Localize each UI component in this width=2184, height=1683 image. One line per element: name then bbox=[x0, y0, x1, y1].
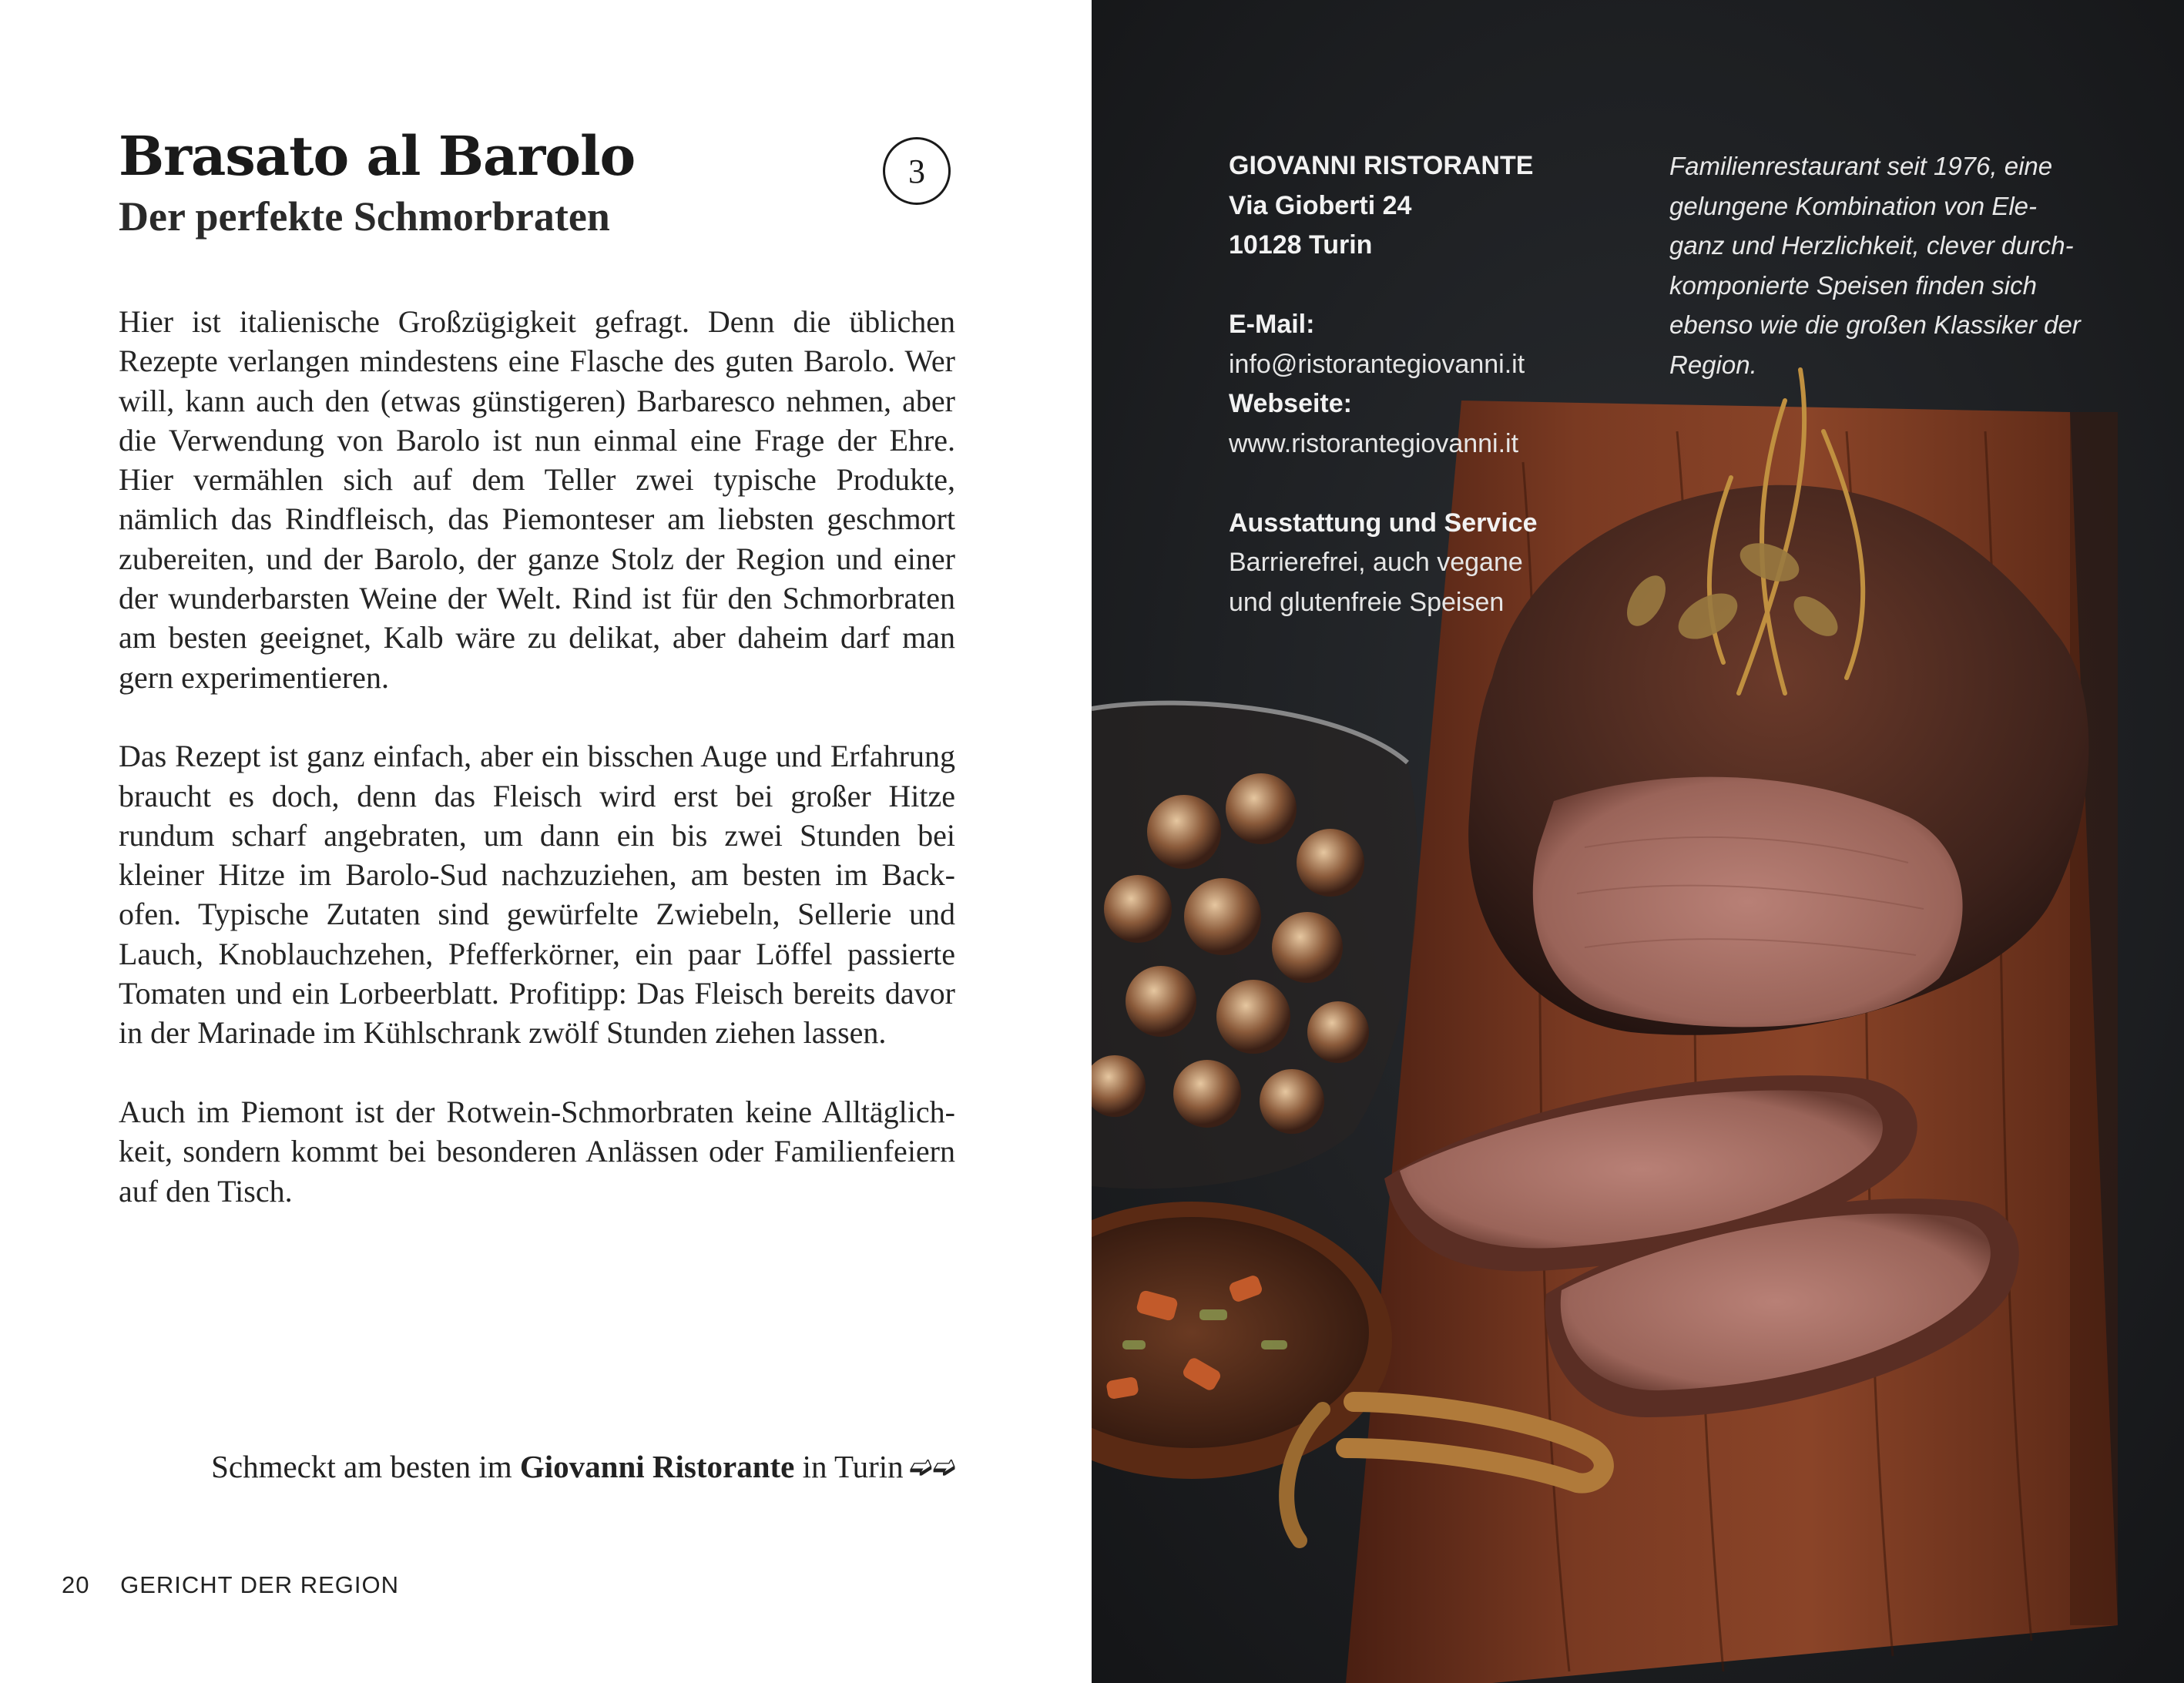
amenities-block bbox=[1229, 504, 1614, 623]
page-footer bbox=[62, 1571, 399, 1599]
recipe-number-badge bbox=[883, 137, 951, 205]
amenities-line-1: Barrierefrei, auch vegane bbox=[1229, 548, 1523, 577]
description-line: komponierte Speisen finden sich bbox=[1669, 270, 2037, 300]
paragraph-1: Hier ist italienische Großzügigkeit gefragt. Denn die üblichen Rezepte verlangen mindestens eine Flasche des guten Barolo. Wer will, kann auch den (etwas günstigeren) Barbaresco nehmen, aber die Verwendung von Barolo ist nun einmal eine Frage der Ehre. Hier vermählen sich auf dem Teller zwei typische Produkte, nämlich das Rindfleisch, das Piemonteser am liebsten geschmort zubereiten, und der Barolo, der ganze Stolz der Region und einer der wunderbarsten Weine der Welt. Rind ist für den Schmorbraten am besten geeignet, Kalb wäre zu delikat, aber daheim darf man gern experimentieren. bbox=[119, 304, 955, 695]
description-line: Familienrestaurant seit 1976, eine bbox=[1669, 152, 2053, 180]
article-body bbox=[119, 302, 955, 1250]
recommendation-prefix: Schmeckt am besten im bbox=[211, 1449, 520, 1484]
restaurant-street: Via Gioberti 24 bbox=[1229, 190, 1412, 220]
recipe-number: 3 bbox=[908, 152, 925, 190]
description-line: Region. bbox=[1669, 350, 1757, 379]
recommendation-suffix: in Turin bbox=[794, 1449, 904, 1484]
restaurant-info bbox=[1229, 146, 1614, 662]
paragraph-2: Das Rezept ist ganz einfach, aber ein bisschen Auge und Erfahrung braucht es doch, denn das Fleisch wird erst bei großer Hitze rundum scharf angebraten, um dann ein bis zwei Stunden bei kleiner Hitze im Barolo-Sud nachzuziehen, am besten im Backofen. Typische Zutaten sind gewürfelte Zwiebeln, Sellerie und Lauch, Knoblauchzehen, Pfefferkörner, ein paar Löffel passierte Tomaten und ein Lorbeerblatt. Profitipp: Das Fleisch bereits davor in der Marinade im Kühlschrank zwölf Stunden ziehen lassen. bbox=[119, 739, 955, 1051]
website-label: Webseite: bbox=[1229, 389, 1352, 418]
amenities-label: Ausstattung und Service bbox=[1229, 508, 1538, 538]
right-page bbox=[1092, 0, 2184, 1683]
description-line: gelungene Kombination von Ele- bbox=[1669, 191, 2038, 220]
restaurant-recommendation bbox=[211, 1445, 956, 1488]
contact-block bbox=[1229, 305, 1614, 464]
description-line: ebenso wie die großen Klassiker der bbox=[1669, 310, 2081, 339]
page-title: Brasato al Barolo bbox=[119, 124, 636, 188]
address-block bbox=[1229, 146, 1614, 266]
description-line: ganz und Herzlichkeit, clever durch- bbox=[1669, 231, 2074, 260]
email-label: E-Mail: bbox=[1229, 310, 1315, 339]
restaurant-name: GIOVANNI RISTORANTE bbox=[1229, 151, 1534, 180]
paragraph-3: Auch im Piemont ist der Rotwein-Schmorbraten keine Alltäglichkeit, sondern kommt bei besonderen Anlässen oder Familienfeiern auf den Tisch. bbox=[119, 1094, 955, 1209]
double-arrow-right-icon: ➫➫ bbox=[909, 1451, 956, 1482]
email-link[interactable]: info@ristorantegiovanni.it bbox=[1229, 349, 1525, 379]
website-link[interactable]: www.ristorantegiovanni.it bbox=[1229, 428, 1519, 458]
recommendation-restaurant: Giovanni Ristorante bbox=[519, 1449, 795, 1484]
restaurant-description bbox=[1669, 146, 2101, 384]
page-subtitle: Der perfekte Schmorbraten bbox=[119, 193, 610, 240]
section-label: GERICHT DER REGION bbox=[120, 1571, 400, 1598]
page-number: 20 bbox=[62, 1571, 90, 1598]
restaurant-city: 10128 Turin bbox=[1229, 230, 1373, 260]
amenities-line-2: und glutenfreie Speisen bbox=[1229, 587, 1505, 617]
